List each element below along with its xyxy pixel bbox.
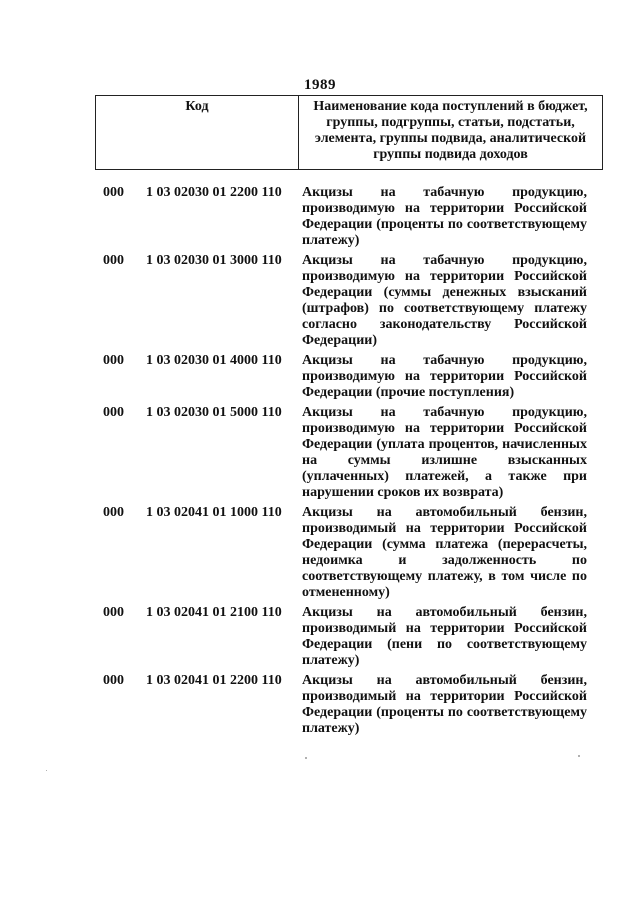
- income-name: Акцизы на автомобильный бензин, производимый на территории Российской Федерации (пени по соответствующему платежу): [302, 605, 587, 668]
- admin-code: 000: [103, 605, 124, 620]
- table-row: [0, 605, 640, 669]
- income-name: Акцизы на табачную продукцию, производимую на территории Российской Федерации (проценты по соответствующему платежу): [302, 185, 587, 248]
- admin-code: 000: [103, 185, 124, 200]
- income-name: Акцизы на табачную продукцию, производимую на территории Российской Федерации (уплата процентов, начисленных на суммы излишне взысканных (уплаченных) платежей, а также при нарушении сроков их возврата): [302, 405, 587, 500]
- code-column-header: Код: [96, 96, 299, 169]
- income-code: 1 03 02030 01 2200 110: [146, 185, 282, 200]
- income-code: 1 03 02030 01 5000 110: [146, 405, 282, 420]
- name-column-header: Наименование кода поступлений в бюджет, группы, подгруппы, статьи, подстатьи, элемента, группы подвида, аналитической группы подвида доходов: [313, 99, 588, 162]
- table-row: [0, 505, 640, 601]
- income-code: 1 03 02030 01 3000 110: [146, 253, 282, 268]
- table-header: [95, 95, 603, 170]
- scan-speck: [46, 770, 47, 771]
- table-row: [0, 185, 640, 249]
- income-code: 1 03 02030 01 4000 110: [146, 353, 282, 368]
- income-code: 1 03 02041 01 1000 110: [146, 505, 282, 520]
- income-code: 1 03 02041 01 2200 110: [146, 673, 282, 688]
- table-row: [0, 253, 640, 349]
- table-row: [0, 405, 640, 501]
- income-name: Акцизы на табачную продукцию, производимую на территории Российской Федерации (суммы денежных взысканий (штрафов) по соответствующему платежу согласно законодательству Российской Федерации): [302, 253, 587, 348]
- income-name: Акцизы на табачную продукцию, производимую на территории Российской Федерации (прочие поступления): [302, 353, 587, 400]
- income-name: Акцизы на автомобильный бензин, производимый на территории Российской Федерации (проценты по соответствующему платежу): [302, 673, 587, 736]
- admin-code: 000: [103, 353, 124, 368]
- page-number: 1989: [304, 77, 336, 93]
- admin-code: 000: [103, 673, 124, 688]
- admin-code: 000: [103, 405, 124, 420]
- table-row: [0, 353, 640, 401]
- admin-code: 000: [103, 505, 124, 520]
- admin-code: 000: [103, 253, 124, 268]
- income-name: Акцизы на автомобильный бензин, производимый на территории Российской Федерации (сумма платежа (перерасчеты, недоимка и задолженность по соответствующему платежу, в том числе по отмененному): [302, 505, 587, 600]
- scan-speck: [305, 757, 307, 759]
- table-row: [0, 673, 640, 737]
- table-body: [0, 185, 640, 741]
- income-code: 1 03 02041 01 2100 110: [146, 605, 282, 620]
- scan-speck: [578, 755, 580, 757]
